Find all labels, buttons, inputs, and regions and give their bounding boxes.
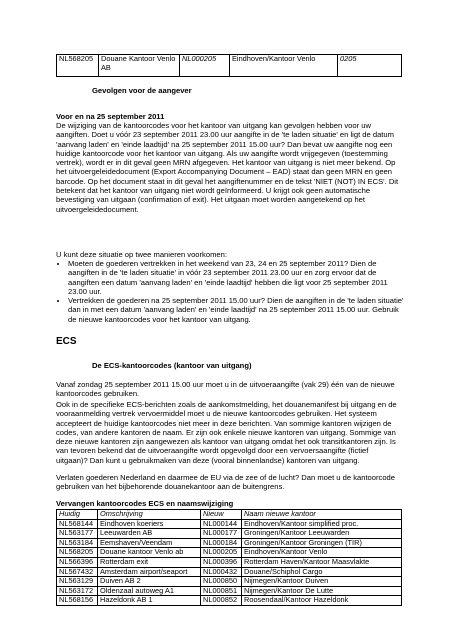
ecs-paragraph: Ook in de specifieke ECS-berichten zoals de aankomstmelding, het douanemanifest bij uitgang en de vooraanmelding vertrek vervoermiddel moet u de nieuwe kantoorcodes gebruiken. Het systeem accepteert de huidige kantoorcodes niet meer in deze berichten. Van sommige kantoren wijzigen de codes, van andere kantoren de naam. Er zijn ook enkele nieuwe kantoren van uitgang. Sommige van deze nieuwe kantoren zijn aangewezen als kantoor van uitgang omdat het ook transitkantoren zijn. Is van tevoren bekend dat de uitvoeraangifte wordt opgevolgd door een vervoersaangifte (fictief uitgaan)? Dan kunt u gebruikmaken van deze (vooral binnenlandse) kantoren van uitgang. [56, 400, 397, 465]
table-cell: NL568205 [57, 548, 98, 558]
table-cell: Douane kantoor Venlo ab [98, 548, 201, 558]
table-cell: NL000205 [201, 548, 242, 558]
table-cell: Eindhoven/Kantoor simplified proc. [242, 519, 402, 529]
table-cell: NL568144 [57, 519, 98, 529]
table-cell: 0205 [338, 55, 402, 77]
table-cell: Eindhoven/Kantoor Venlo [242, 548, 402, 558]
table-cell: Nijmegen/Kantoor De Lutte [242, 586, 402, 596]
table-cell: NL000205 [180, 55, 230, 77]
table-cell: NL563177 [57, 529, 98, 539]
table-row [57, 557, 402, 567]
table-cell: NL000396 [201, 557, 242, 567]
table-cell: Amsterdam airport/seaport [98, 567, 201, 577]
table-cell: NL000850 [201, 577, 242, 587]
table-cell: NL563184 [57, 538, 98, 548]
section-intro: U kunt deze situatie op twee manieren voorkomen: [56, 250, 227, 259]
table-row [57, 596, 402, 606]
table-header-row [57, 510, 402, 520]
table-cell: Eemshaven/Veendam [98, 538, 201, 548]
table-cell: NL563172 [57, 586, 98, 596]
table-cell: Hazeldonk AB 1 [98, 596, 201, 606]
table-cell: Eindhoven/Kantoor Venlo [230, 55, 338, 77]
table-cell: NL568205 [57, 55, 99, 77]
table-row [57, 55, 402, 77]
table-cell: Eindhoven koeriers [98, 519, 201, 529]
list-item: • Moeten de goederen vertrekken in het weekend van 23, 24 en 25 september 2011? Dien de aangiften in de 'te laden situatie' in vóór 23 september 2011 23.00 uur en zorg ervoor dat de aangiften een datum 'aanvang laden' en 'einde laadtijd' hebben die ligt voor 25 september 2011 23.00 uur. [68, 259, 404, 296]
table-cell: NL568156 [57, 596, 98, 606]
table-row [57, 577, 402, 587]
table-cell: NL567432 [57, 567, 98, 577]
table-cell: Rotterdam Haven/Kantoor Maasvlakte [242, 557, 402, 567]
column-header: Huidig [57, 510, 98, 520]
column-header: Omschrijving [98, 510, 201, 520]
top-code-table [56, 54, 402, 77]
ecs-subheading: De ECS-kantoorcodes (kantoor van uitgang) [92, 361, 252, 370]
table-cell: NL563129 [57, 577, 98, 587]
table-cell: NL000852 [201, 596, 242, 606]
ecs-paragraph: Vanaf zondag 25 september 2011 15.00 uur moet u in de uitvoeraangifte (vak 29) één van de nieuwe kantoorcodes gebruiken. [56, 380, 395, 399]
table-cell: Leeuwarden AB [98, 529, 201, 539]
table-cell: NL000177 [201, 529, 242, 539]
column-header: Nieuw [201, 510, 242, 520]
table-cell: NL000432 [201, 567, 242, 577]
table-row [57, 529, 402, 539]
column-header: Naam nieuwe kantoor [242, 510, 402, 520]
ecs-paragraph: Verlaten goederen Nederland en daarmee de EU via de zee of de lucht? Dan moet u de kantoorcode gebruiken van het bijbehorende douanekantoor aan de buitengrens. [56, 473, 395, 492]
table-cell: Duiven AB 2 [98, 577, 201, 587]
table-cell: NL000144 [201, 519, 242, 529]
section-heading: Voor en na 25 september 2011 [56, 112, 165, 121]
bullet-list [56, 259, 404, 324]
table-cell: Groningen/Kantoor Groningen (TIR) [242, 538, 402, 548]
code-table [56, 509, 402, 606]
gevolgen-heading: Gevolgen voor de aangever [92, 86, 192, 95]
table-cell: Douane/Schiphol Cargo [242, 567, 402, 577]
table-cell: Oldenzaal autoweg A1 [98, 586, 201, 596]
table-cell: Nijmegen/Kantoor Duiven [242, 577, 402, 587]
section-paragraph: De wijziging van de kantoorcodes voor het kantoor van uitgang kan gevolgen hebben voor uw aangiften. Doet u vóór 23 september 2011 23.00 uur aangifte in de 'te laden situatie' en ligt de datum 'aanvang laden' en 'einde laadtijd' na 25 september 2011 15.00 uur? Dan bevat uw aangifte nog een huidige kantoorcode voor het kantoor van uitgang. Als uw aangifte wordt vrijgegeven (toestemming vertrek), wordt er in dit geval geen MRN afgegeven. Het kantoor van uitgang is niet meer bekend. Op het uitvoergeleidedocument (Export Accompanying Document – EAD) staat dan geen MRN en geen barcode. Op het document staat in dit geval het aangiftenummer en de tekst 'NIET (NOT) IN ECS'. Dit betekent dat het kantoor van uitgang niet wordt geïnformeerd. U krijgt ook geen automatische bevestiging van uitgaan (confirmation of exit). Het uitgaan moet worden aangetekend op het uitvoergeleidedocument. [56, 121, 399, 214]
table-cell: NL000851 [201, 586, 242, 596]
table-cell: Roosendaal/Kantoor Hazeldonk [242, 596, 402, 606]
table-cell: Douane Kantoor Venlo AB [99, 55, 180, 77]
table-cell: Groningen/Kantoor Leeuwarden [242, 529, 402, 539]
list-item: • Vertrekken de goederen na 25 september 2011 15.00 uur? Dien de aangiften in de 'te laden situatie' dan in met een datum 'aanvang laden' en 'einde laadtijd' na 25 september 2011 15.00 uur. Gebruik de nieuwe kantoorcodes voor het kantoor van uitgang. [68, 296, 404, 324]
ecs-title: ECS [56, 336, 77, 347]
table-cell: Rotterdam exit [98, 557, 201, 567]
table-cell: NL000184 [201, 538, 242, 548]
table-caption: Vervangen kantoorcodes ECS en naamswijziging [56, 499, 234, 508]
table-cell: NL566396 [57, 557, 98, 567]
